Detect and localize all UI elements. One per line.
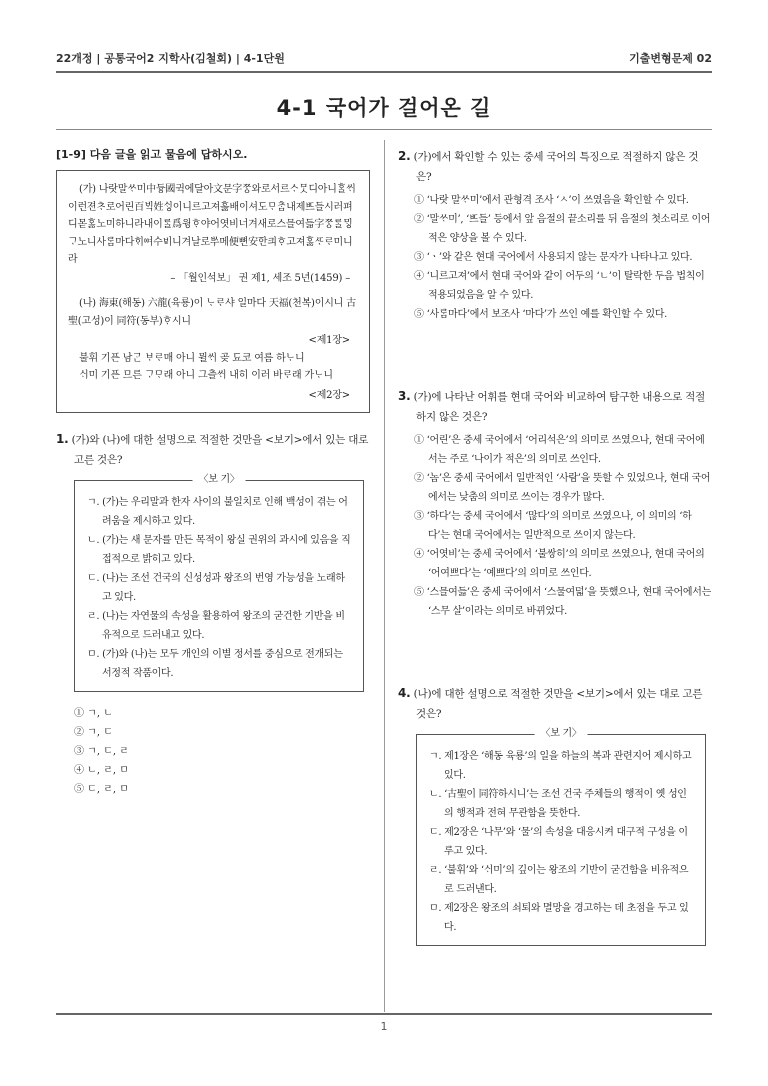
question-4	[398, 683, 712, 946]
question-3-text: (가)에 나타난 어휘를 현대 국어와 비교하여 탐구한 내용으로 적절하지 않은 것은?	[413, 391, 706, 423]
question-4-bogi-item: ㄱ. 제1장은 ‘해동 육룡’의 일을 하늘의 복과 관련지어 제시하고 있다.	[429, 751, 692, 781]
question-3	[398, 386, 712, 621]
header-rule	[56, 71, 712, 73]
question-2-choice[interactable]: ④ ‘니르고져’에서 현대 국어와 같이 어두의 ‘ㄴ’이 탈락한 두음 법칙이 적용되었음을 알 수 있다.	[414, 271, 705, 301]
passage-na-text-2: 불휘 기픈 남ᄀᆞᆫ ᄇᆞᄅᆞ매 아니 뮐ᄊᆡ 곶 됴코 여름 하ᄂᆞ니	[79, 352, 305, 364]
header-course-info: 22개정 | 공통국어2 지학사(김철회) | 4-1단원	[56, 52, 285, 65]
header-exam-type: 기출변형문제 02	[629, 52, 712, 65]
left-column	[56, 146, 370, 799]
footer-rule	[56, 1013, 712, 1015]
question-1-number: 1.	[56, 432, 69, 446]
column-divider	[384, 140, 385, 1012]
question-3-choices	[398, 431, 712, 621]
question-2-choice[interactable]: ① ‘나랏 말ᄊᆞ미’에서 관형격 조사 ‘ㅅ’이 쓰였음을 확인할 수 있다.	[414, 195, 689, 206]
page-number: 1	[380, 1020, 388, 1033]
question-4-bogi-label: 〈보 기〉	[535, 727, 588, 741]
question-4-text: (나)에 대한 설명으로 적절한 것만을 <보기>에서 있는 대로 고른 것은?	[413, 688, 703, 720]
question-4-bogi-item: ㄴ. ‘古聖이 同符하시니’는 조선 건국 주체들의 행적이 옛 성인의 행적과 전혀 무관함을 뜻한다.	[429, 789, 687, 819]
instruction: [1-9] 다음 글을 읽고 물음에 답하시오.	[56, 148, 248, 161]
question-3-number: 3.	[398, 389, 411, 403]
question-1-choice[interactable]: ⑤ ㄷ, ㄹ, ㅁ	[74, 784, 129, 795]
passage-box	[56, 170, 370, 413]
question-2-number: 2.	[398, 149, 411, 163]
question-4-number: 4.	[398, 686, 411, 700]
question-4-stem	[398, 683, 712, 724]
question-2	[398, 146, 712, 324]
title-rule	[56, 129, 712, 130]
question-1-bogi-label: 〈보 기〉	[193, 473, 246, 487]
passage-na-text-3: ᄉᆡ미 기픈 므른 ᄀᆞᄆᆞ래 아니 그츨ᄊᆡ 내히 이러 바ᄅᆞ래 가ᄂᆞ니	[79, 370, 333, 381]
question-1-choice[interactable]: ① ㄱ, ㄴ	[74, 708, 113, 719]
question-1-text: (가)와 (나)에 대한 설명으로 적절한 것만을 <보기>에서 있는 대로 고른 것은?	[71, 434, 369, 466]
question-3-choice[interactable]: ② ‘놈’은 중세 국어에서 일반적인 ‘사람’을 뜻할 수 있었으나, 현대 국어에서는 낮춤의 의미로 쓰이는 경우가 많다.	[414, 473, 711, 503]
question-2-stem	[398, 146, 712, 187]
passage-na-chapter-1: <제1장>	[308, 335, 350, 346]
question-1	[56, 429, 370, 799]
question-1-bogi-item: ㄱ. (가)는 우리말과 한자 사이의 불일치로 인해 백성이 겪는 어려움을 제시하고 있다.	[87, 497, 348, 527]
page-title: 4-1 국어가 걸어온 길	[276, 96, 492, 120]
question-3-choice[interactable]: ① ‘어린’은 중세 국어에서 ‘어리석은’의 의미로 쓰였으나, 현대 국어에서는 주로 ‘나이가 적은’의 의미로 쓰인다.	[414, 435, 705, 465]
question-3-stem	[398, 386, 712, 427]
question-1-choice[interactable]: ④ ㄴ, ㄹ, ㅁ	[74, 765, 129, 776]
question-4-bogi-item: ㅁ. 제2장은 왕조의 쇠퇴와 멸망을 경고하는 데 초점을 두고 있다.	[429, 903, 689, 933]
question-2-text: (가)에서 확인할 수 있는 중세 국어의 특징으로 적절하지 않은 것은?	[413, 151, 699, 183]
question-3-choice[interactable]: ③ ‘하다’는 중세 국어에서 ‘많다’의 의미로 쓰였으나, 이 의미의 ‘하다’는 현대 국어에서는 일반적으로 쓰이지 않는다.	[414, 511, 692, 541]
question-1-stem	[56, 429, 370, 470]
question-1-bogi-item: ㄴ. (가)는 새 문자를 만든 목적이 왕실 권위의 과시에 있음을 직접적으로 밝히고 있다.	[87, 535, 351, 565]
question-4-bogi-box	[416, 728, 706, 946]
question-3-choice[interactable]: ④ ‘어엿비’는 중세 국어에서 ‘불쌍히’의 의미로 쓰였으나, 현대 국어의 ‘어여쁘다’는 ‘예쁘다’의 의미로 쓰인다.	[414, 549, 705, 579]
question-1-bogi-item: ㅁ. (가)와 (나)는 모두 개인의 이별 정서를 중심으로 전개되는 서정적 작품이다.	[87, 649, 343, 679]
question-1-bogi-item: ㄹ. (나)는 자연물의 속성을 활용하여 왕조의 굳건한 기반을 비유적으로 드러내고 있다.	[87, 611, 345, 641]
question-2-choice[interactable]: ② ‘말ᄊᆞ미’, ‘ᄠᅳ들’ 등에서 앞 음절의 끝소리를 뒤 음절의 첫소리로 이어 적은 양상을 볼 수 있다.	[414, 214, 711, 244]
question-2-choices	[398, 191, 712, 324]
question-2-choice[interactable]: ③ ‘ㆍ’와 같은 현대 국어에서 사용되지 않는 문자가 나타나고 있다.	[414, 252, 693, 263]
passage-na-text-1: (나) 海東(해동) 六龍(육룡)이 ᄂᆞᄅᆞ샤 일마다 天福(천복)이시니 古聖(고성)이 同符(동부)ᄒᆞ시니	[68, 298, 356, 327]
question-1-choice[interactable]: ② ㄱ, ㄷ	[74, 727, 113, 738]
question-4-bogi-item: ㄷ. 제2장은 ‘나무’와 ‘물’의 속성을 대응시켜 대구적 구성을 이루고 있다.	[429, 827, 688, 857]
question-1-choice[interactable]: ③ ㄱ, ㄷ, ㄹ	[74, 746, 129, 757]
passage-ga-text: (가) 나랏말ᄊᆞ미中듀ᇰ國귁에달아文문字ᄍᆞᆼ와로서르ᄉᆞᄆᆞᆺ디아니ᄒᆞᆯᄊᆡ이런젼ᄎᆞ로어린百ᄇᆡᆨ姓ᄉᆡᇰ이니르고져호ᇙ배이셔도ᄆᆞᄎᆞᆷ내제ᄠᅳ들시러펴디몯ᄒᆞᇙ노미하니라내이ᄅᆞᆯ爲윙ᄒᆞ야어엿비너겨새로스믈여듧字ᄍᆞᆼᄅᆞᆯᄆᆡᇰᄀᆞ노니사ᄅᆞᆷ마다ᄒᆡᅇᅧ수ᄫᅵ니겨날로ᄡᅮ메便뼌安ᅙᅡᆫ킈ᄒᆞ고져ᄒᆞᇙᄯᆞᄅᆞ미니라	[68, 184, 356, 265]
question-1-bogi-box	[74, 474, 364, 692]
question-3-choice[interactable]: ⑤ ‘스믈여듧’은 중세 국어에서 ‘스물여덟’을 뜻했으나, 현대 국어에서는 ‘스무 살’이라는 의미로 바뀌었다.	[414, 587, 711, 617]
question-1-bogi-item: ㄷ. (나)는 조선 건국의 신성성과 왕조의 번영 가능성을 노래하고 있다.	[87, 573, 345, 603]
question-2-choice[interactable]: ⑤ ‘사ᄅᆞᆷ마다’에서 보조사 ‘마다’가 쓰인 예를 확인할 수 있다.	[414, 309, 668, 320]
right-column	[398, 146, 712, 956]
question-4-bogi-item: ㄹ. ‘불휘’와 ‘ᄉᆡ미’의 깊이는 왕조의 기반이 굳건함을 비유적으로 드러낸다.	[429, 865, 689, 895]
passage-na-chapter-2: <제2장>	[308, 389, 350, 401]
question-1-choices	[74, 704, 370, 799]
passage-ga-source: – 「월인석보」 권 제1, 세조 5년(1459) –	[170, 272, 350, 284]
